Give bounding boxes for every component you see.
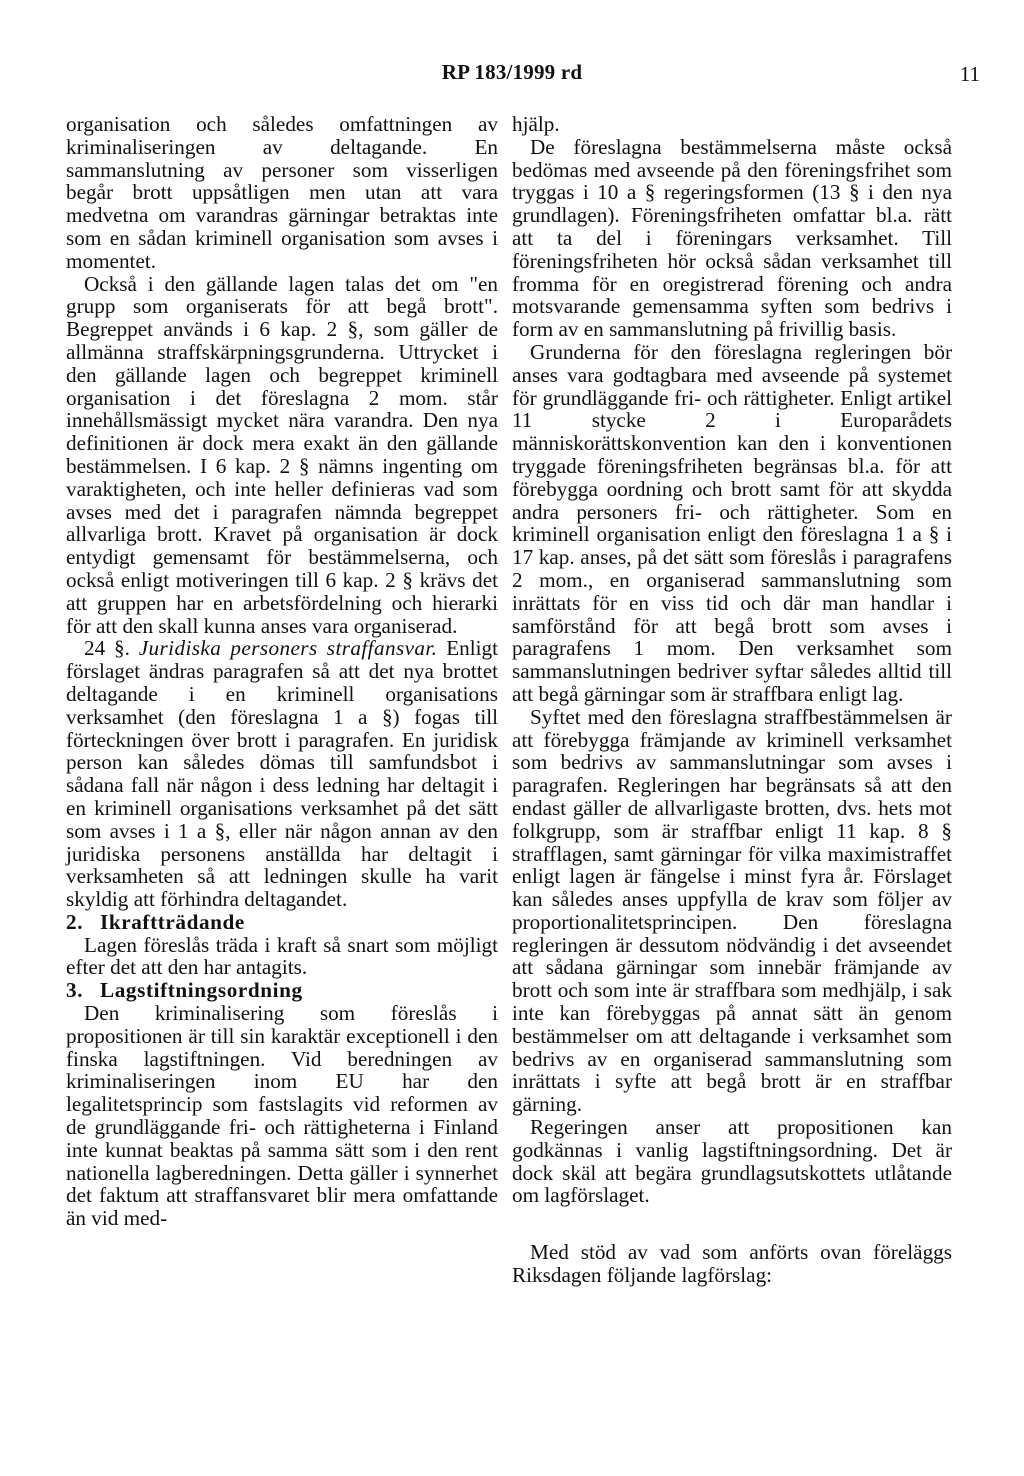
heading-number: 3. (66, 978, 84, 1003)
paragraph: Syftet med den föreslagna straffbestämmelsen är att förebygga främjande av kriminell verksamhet som bedrivs av sammanslutningar som avses i paragrafen. Regleringen har begränsats så att den endast gäller de allvarligaste brotten, dvs. hets mot folkgrupp, som är straffbar enligt 11 kap. 8 § strafflagen, samt gärningar för vilka maximistraffet enligt lagen är fängelse i minst fyra år. Förslaget kan således anses uppfylla de krav som följer av proportionalitetsprincipen. Den föreslagna regleringen är dessutom nödvändig i det avseendet att sådana gärningar som innebär främjande av brott och som inte är straffbara som medhjälp, i sak inte kan förebyggas på annat sätt än genom bestämmelser om att deltagande i verksamhet som bedrivs av en organiserad sammanslutning som inrättats i syfte att begå brott är en straffbar gärning. (512, 704, 952, 1117)
section-body: Enligt förslaget ändras paragrafen så att det nya brottet deltagande i en kriminell organisations verksamhet (den föreslagna 1 a §) fogas till förteckningen över brott i paragrafen. En juridisk person kan således dömas till samfundsbot i sådana fall när någon i dess ledning har deltagit i en kriminell organisations verksamhet på det sätt som avses i 1 a §, eller när någon annan av den juridiska personens anställda har deltagit i verksamheten så att ledningen skulle ha varit skyldig att förhindra deltagandet. (66, 636, 498, 912)
paragraph-lagforslag-intro: Med stöd av vad som anförts ovan föreläggs Riksdagen följande lagförslag: (512, 1240, 952, 1288)
section-title: Juridiska personers straffansvar. (138, 636, 438, 661)
paragraph: Den kriminalisering som föreslås i propositionen är till sin karaktär exceptionell i den finska lagstiftningen. Vid beredningen av kriminaliseringen inom EU har den legalitetsprincip som fastslagits vid reformen av de grundläggande fri- och rättigheterna i Finland inte kunnat beaktas på samma sätt som i den rent nationella lagberedningen. Detta gäller i synnerhet det faktum att straffansvaret blir mera omfattande än vid med- (66, 1001, 498, 1231)
spacer (512, 1207, 952, 1241)
paragraph: hjälp. (512, 112, 560, 136)
heading-title: Lagstiftningsordning (100, 978, 303, 1003)
paragraph: Också i den gällande lagen talas det om "en grupp som organiserats för att begå brott". Begreppet används i 6 kap. 2 §, som gäller de allmänna straffskärpningsgrunderna. Uttrycket i den gällande lagen och begreppet kriminell organisation i det föreslagna 2 mom. står innehållsmässigt mycket nära varandra. Den nya definitionen är dock mera exakt än den gällande bestämmelsen. I 6 kap. 2 § nämns ingenting om varaktigheten, och inte heller definieras vad som avses med det i paragrafen nämnda begreppet allvarliga brott. Kravet på organisation är dock entydigt gemensamt för bestämmelserna, och också enligt motiveringen till 6 kap. 2 § krävs det att gruppen har en arbetsfördelning och hierarki för att den skall kunna anses vara organiserad. (66, 271, 498, 638)
heading-title: Ikraftträdande (100, 909, 245, 934)
paragraph-section-24 (66, 637, 498, 911)
paragraph: Lagen föreslås träda i kraft så snart som möjligt efter det att den har antagits. (66, 932, 498, 980)
document-reference: RP 183/1999 rd (441, 60, 583, 84)
section-number: 24 §. (84, 636, 130, 661)
page-number: 11 (959, 62, 980, 86)
section-heading-lagstiftningsordning (66, 979, 498, 1002)
paragraph: De föreslagna bestämmelserna måste också bedömas med avseende på den föreningsfrihet som tryggas i 10 a § regeringsformen (13 § i den nya grundlagen). Föreningsfriheten omfattar bl.a. rätt att ta del i föreningars verksamhet. Till föreningsfriheten hör också sådan verksamhet till fromma för en oregistrerad förening och andra motsvarande gemensamma syften som bedrivs i form av en sammanslutning på frivillig basis. (512, 134, 952, 342)
heading-number: 2. (66, 909, 84, 934)
left-column (66, 113, 498, 1230)
section-heading-ikrafttradande (66, 911, 498, 934)
paragraph: Regeringen anser att propositionen kan godkännas i vanlig lagstiftningsordning. Det är dock skäl att begära grundlagsutskottets utlåtande om lagförslaget. (512, 1115, 952, 1208)
page-header (0, 58, 1024, 88)
right-column (512, 113, 952, 1287)
paragraph: organisation och således omfattningen av kriminaliseringen av deltagande. En sammanslutning av personer som visserligen begår brott uppsåtligen men utan att vara medvetna om varandras gärningar betraktas inte som en sådan kriminell organisation som avses i momentet. (66, 112, 498, 273)
paragraph: Grunderna för den föreslagna regleringen bör anses vara godtagbara med avseende på systemet för grundläggande fri- och rättigheter. Enligt artikel 11 stycke 2 i Europarådets människorättskonvention kan den i konventionen tryggade föreningsfriheten begränsas bl.a. för att förebygga oordning och brott samt för att skydda andra personers fri- och rättigheter. Som en kriminell organisation enligt den föreslagna 1 a § i 17 kap. anses, på det sätt som föreslås i paragrafens 2 mom., en organiserad sammanslutning som inrättats för en viss tid och där man handlar i samförstånd för att begå brott som avses i paragrafens 1 mom. Den verksamhet som sammanslutningen bedriver syftar således alltid till att begå gärningar som är straffbara enligt lag. (512, 339, 952, 706)
